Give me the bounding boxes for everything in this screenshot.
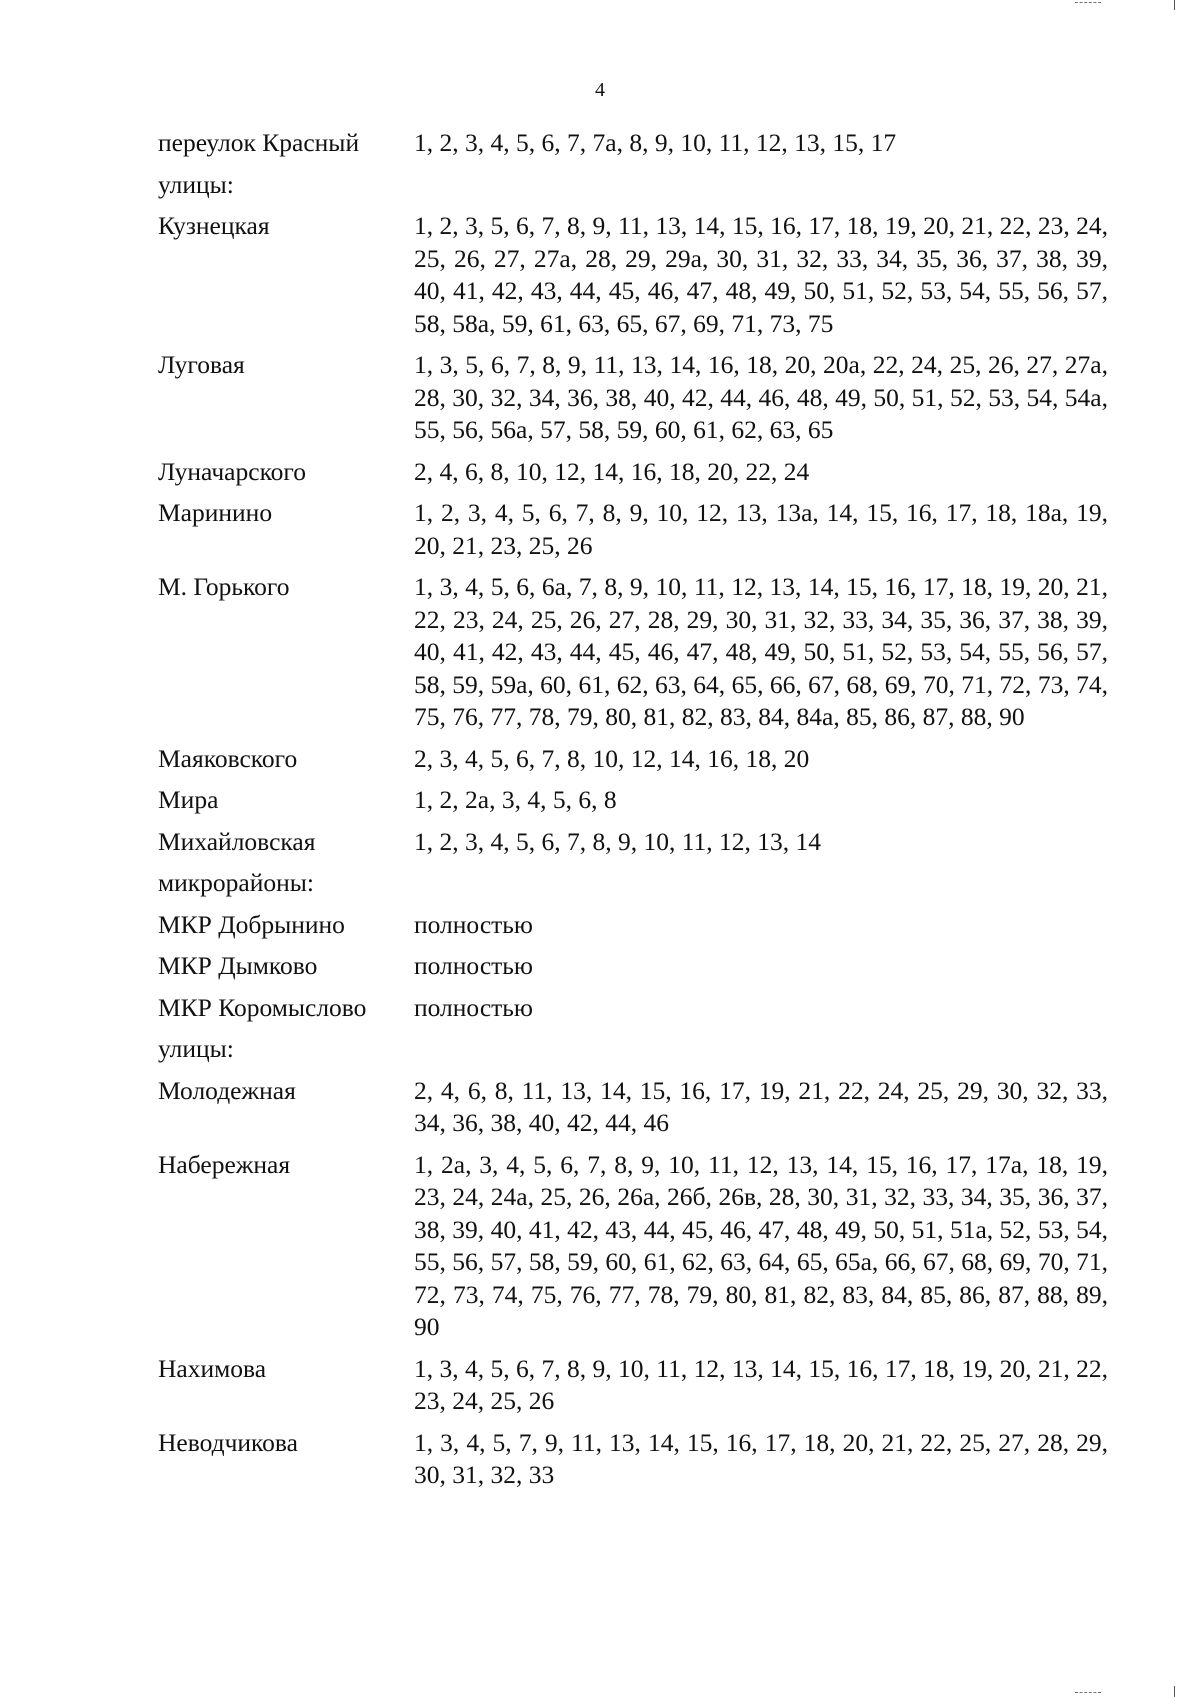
street-row (158, 210, 1108, 349)
street-row (158, 1149, 1108, 1353)
street-list-body (158, 127, 1108, 1501)
scan-edge-mark-bottom-right (1174, 1686, 1175, 1697)
section-heading-row (158, 1033, 1108, 1075)
street-name: Михайловская (158, 826, 316, 856)
street-row (158, 992, 1108, 1034)
section-heading: улицы: (158, 1034, 234, 1063)
house-numbers: 1, 3, 5, 6, 7, 8, 9, 11, 13, 14, 16, 18, 20, 20а, 22, 24, 25, 26, 27, 27а, 28, 30, 32, 34, 36, 38, 40, 42, 44, 46, 48, 49, 50, 51, 52, 53, 54, 54а, 55, 56, 56а, 57, 58, 59, 60, 61, 62, 63, 65 (414, 350, 1108, 444)
scan-edge-mark-top (1075, 2, 1101, 4)
section-heading-row (158, 169, 1108, 211)
house-numbers: 1, 2, 3, 4, 5, 6, 7, 8, 9, 10, 12, 13, 13а, 14, 15, 16, 17, 18, 18а, 19, 20, 21, 23, 25, 26 (414, 498, 1108, 560)
street-name: Нахимова (158, 1353, 267, 1383)
house-numbers: 1, 3, 4, 5, 6, 6а, 7, 8, 9, 10, 11, 12, 13, 14, 15, 16, 17, 18, 19, 20, 21, 22, 23, 24, 25, 26, 27, 28, 29, 30, 31, 32, 33, 34, 35, 36, 37, 38, 39, 40, 41, 42, 43, 44, 45, 46, 47, 48, 49, 50, 51, 52, 53, 54, 55, 56, 57, 58, 59, 59а, 60, 61, 62, 63, 64, 65, 66, 67, 68, 69, 70, 71, 72, 73, 74, 75, 76, 77, 78, 79, 80, 81, 82, 83, 84, 84а, 85, 86, 87, 88, 90 (414, 572, 1108, 731)
house-numbers: 2, 3, 4, 5, 6, 7, 8, 10, 12, 14, 16, 18, 20 (414, 743, 810, 773)
street-row (158, 497, 1108, 571)
page-number: 4 (595, 79, 605, 101)
street-name: Мира (158, 785, 219, 814)
street-name: Луначарского (158, 456, 306, 486)
street-row (158, 1353, 1108, 1427)
house-numbers: 1, 2а, 3, 4, 5, 6, 7, 8, 9, 10, 11, 12, 13, 14, 15, 16, 17, 17а, 18, 19, 23, 24, 24а, 25, 26, 26а, 26б, 26в, 28, 30, 31, 32, 33, 34, 35, 36, 37, 38, 39, 40, 41, 42, 43, 44, 45, 46, 47, 48, 49, 50, 51, 51а, 52, 53, 54, 55, 56, 57, 58, 59, 60, 61, 62, 63, 64, 65, 65а, 66, 67, 68, 69, 70, 71, 72, 73, 74, 75, 76, 77, 78, 79, 80, 81, 82, 83, 84, 85, 86, 87, 88, 89, 90 (414, 1149, 1108, 1341)
section-heading-row (158, 867, 1108, 909)
street-name: Маринино (158, 498, 273, 527)
street-name: МКР Добрынино (158, 909, 345, 939)
house-numbers: 1, 2, 3, 4, 5, 6, 7, 8, 9, 10, 11, 12, 13, 14 (414, 826, 822, 856)
house-numbers: полностью (414, 992, 533, 1022)
street-row (158, 950, 1108, 992)
scan-edge-mark-top-right (1174, 0, 1175, 10)
street-row (158, 571, 1108, 743)
street-list-table (158, 127, 1108, 1501)
street-name: Луговая (158, 350, 245, 379)
house-numbers: 1, 3, 4, 5, 7, 9, 11, 13, 14, 15, 16, 17, 18, 20, 21, 22, 25, 27, 28, 29, 30, 31, 32, 33 (414, 1427, 1108, 1489)
scan-edge-mark-bottom (1075, 1692, 1101, 1694)
street-name: Маяковского (158, 743, 298, 773)
street-row (158, 349, 1108, 456)
house-numbers: 1, 2, 3, 5, 6, 7, 8, 9, 11, 13, 14, 15, 16, 17, 18, 19, 20, 21, 22, 23, 24, 25, 26, 27, 27а, 28, 29, 29а, 30, 31, 32, 33, 34, 35, 36, 37, 38, 39, 40, 41, 42, 43, 44, 45, 46, 47, 48, 49, 50, 51, 52, 53, 54, 55, 56, 57, 58, 58а, 59, 61, 63, 65, 67, 69, 71, 73, 75 (414, 211, 1108, 338)
house-numbers: 1, 2, 2а, 3, 4, 5, 6, 8 (414, 785, 617, 814)
street-row (158, 909, 1108, 951)
street-row (158, 127, 1108, 169)
street-row (158, 456, 1108, 498)
street-row (158, 826, 1108, 868)
house-numbers: 2, 4, 6, 8, 10, 12, 14, 16, 18, 20, 22, 24 (414, 456, 810, 486)
street-name: Неводчикова (158, 1427, 298, 1457)
street-name: МКР Дымково (158, 951, 318, 980)
street-name: Набережная (158, 1149, 291, 1179)
street-name: Кузнецкая (158, 211, 270, 240)
house-numbers: 2, 4, 6, 8, 11, 13, 14, 15, 16, 17, 19, 21, 22, 24, 25, 29, 30, 32, 33, 34, 36, 38, 40, 42, 44, 46 (414, 1075, 1108, 1137)
section-heading: микрорайоны: (158, 868, 315, 897)
house-numbers: 1, 2, 3, 4, 5, 6, 7, 7а, 8, 9, 10, 11, 12, 13, 15, 17 (414, 128, 897, 157)
street-name: Молодежная (158, 1075, 296, 1105)
street-row (158, 743, 1108, 785)
street-name: МКР Коромыслово (158, 992, 367, 1022)
house-numbers: полностью (414, 951, 533, 980)
street-row (158, 1427, 1108, 1501)
house-numbers: полностью (414, 909, 533, 939)
street-row (158, 1075, 1108, 1149)
section-heading: улицы: (158, 169, 234, 199)
house-numbers: 1, 3, 4, 5, 6, 7, 8, 9, 10, 11, 12, 13, 14, 15, 16, 17, 18, 19, 20, 21, 22, 23, 24, 25, 26 (414, 1353, 1108, 1415)
street-name: переулок Красный (158, 128, 360, 157)
street-name: М. Горького (158, 572, 290, 601)
street-row (158, 784, 1108, 826)
